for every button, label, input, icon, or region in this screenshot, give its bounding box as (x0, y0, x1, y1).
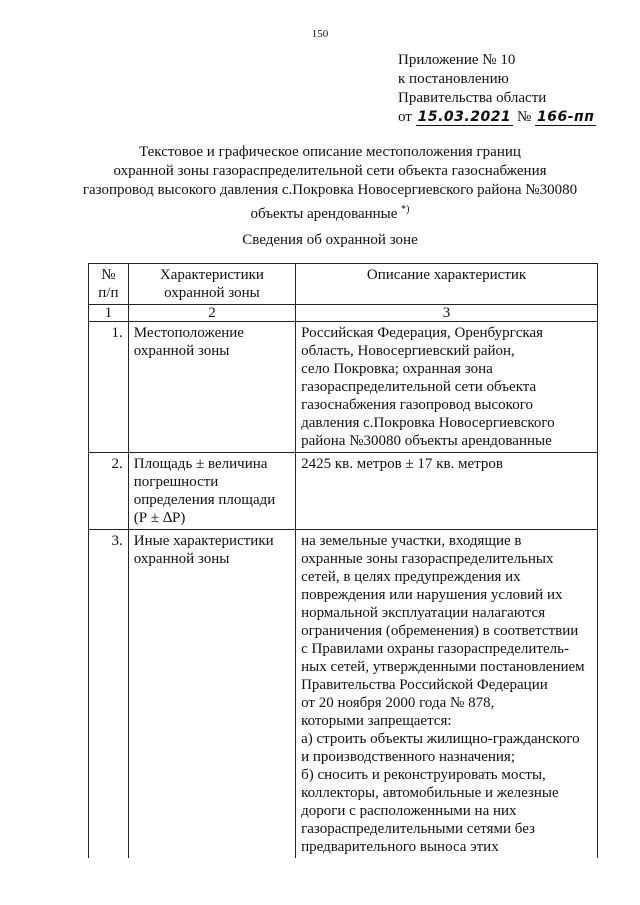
characteristic-line: Площадь ± величина (133, 456, 268, 472)
description-line: и производственного назначения; (301, 749, 515, 765)
title-line-4 (60, 200, 600, 224)
description-line: Российская Федерация, Оренбургская (301, 325, 544, 341)
header-characteristics (128, 264, 295, 305)
description-line: газораспределительными сетями без (301, 821, 535, 837)
title-line-3: газопровод высокого давления с.Покровка Новосергиевского района №30080 (82, 182, 578, 198)
title-line-4-text: объекты арендованные (250, 206, 398, 222)
description-line: давления с.Покровка Новосергиевского (301, 415, 555, 431)
header-number (89, 264, 129, 305)
appendix-authority: Правительства области (398, 90, 547, 106)
characteristic-line: охранной зоны (133, 551, 230, 567)
row-characteristic (128, 322, 295, 453)
description-line: ных сетей, утвержденными постановлением (301, 659, 585, 675)
header-description: Описание характеристик (296, 264, 598, 305)
document-title (60, 143, 600, 224)
appendix-title: Приложение № 10 (398, 52, 516, 68)
description-line: ограничения (обременения) в соответствии (301, 623, 579, 639)
description-line: газораспределительной сети объекта (301, 379, 537, 395)
characteristic-line: Иные характеристики (133, 533, 274, 549)
description-line: газоснабжения газопровод высокого (301, 397, 533, 413)
description-line: района №30080 объекты арендованные (301, 433, 552, 449)
title-line-2: охранной зоны газораспределительной сети объекта газоснабжения (113, 163, 547, 179)
row-number: 3. (89, 530, 129, 859)
characteristic-line: Местоположение (133, 325, 244, 341)
description-line: дороги с расположенными на них (301, 803, 517, 819)
row-description (296, 453, 598, 530)
table-index-row (89, 305, 598, 322)
title-footnote-mark: *) (401, 204, 410, 215)
description-line: повреждения или нарушения условий их (301, 587, 563, 603)
characteristic-line: погрешности (133, 474, 219, 490)
header-number-line-2: п/п (98, 285, 119, 301)
row-characteristic (128, 530, 295, 859)
characteristic-line: определения площади (133, 492, 276, 508)
number-sign: № (516, 109, 532, 125)
description-line: от 20 ноября 2000 года № 878, (301, 695, 495, 711)
zone-info-table (88, 263, 598, 858)
description-line: 2425 кв. метров ± 17 кв. метров (301, 456, 504, 472)
appendix-block (398, 51, 596, 127)
description-line: на земельные участки, входящие в (301, 533, 522, 549)
index-cell: 3 (296, 305, 598, 322)
row-number: 1. (89, 322, 129, 453)
description-line: с Правилами охраны газораспределитель- (301, 641, 569, 657)
handwritten-number: 166-пп (537, 109, 595, 125)
page-number: 150 (311, 28, 329, 40)
characteristic-line: охранной зоны (133, 343, 230, 359)
description-line: которыми запрещается: (301, 713, 452, 729)
header-characteristics-line-2: охранной зоны (164, 285, 260, 301)
description-line: село Покровка; охранная зона (301, 361, 493, 377)
index-cell: 2 (128, 305, 295, 322)
characteristic-line: (Р ± ∆Р) (133, 510, 186, 526)
description-line: охранные зоны газораспределительных (301, 551, 554, 567)
table-row (89, 453, 598, 530)
date-prefix: от (398, 109, 412, 125)
title-line-1: Текстовое и графическое описание местоположения границ (139, 144, 521, 160)
description-line: предварительного выноса этих (301, 839, 499, 855)
description-line: сетей, в целях предупреждения их (301, 569, 521, 585)
description-line: область, Новосергиевский район, (301, 343, 515, 359)
row-characteristic (128, 453, 295, 530)
description-line: Правительства Российской Федерации (301, 677, 548, 693)
appendix-date-line (398, 108, 596, 127)
row-description (296, 530, 598, 859)
description-line: нормальной эксплуатации налагаются (301, 605, 546, 621)
table-row (89, 530, 598, 859)
handwritten-date: 15.03.2021 (417, 109, 512, 125)
description-line: а) строить объекты жилищно-гражданского (301, 731, 580, 747)
table-header-row (89, 264, 598, 305)
header-number-line-1: № (101, 267, 116, 283)
description-line: б) сносить и реконструировать мосты, (301, 767, 546, 783)
row-number: 2. (89, 453, 129, 530)
header-characteristics-line-1: Характеристики (159, 267, 264, 283)
table-row (89, 322, 598, 453)
row-description (296, 322, 598, 453)
section-subtitle: Сведения об охранной зоне (242, 232, 418, 248)
description-line: коллекторы, автомобильные и железные (301, 785, 559, 801)
index-cell: 1 (89, 305, 129, 322)
appendix-reference: к постановлению (398, 71, 509, 87)
